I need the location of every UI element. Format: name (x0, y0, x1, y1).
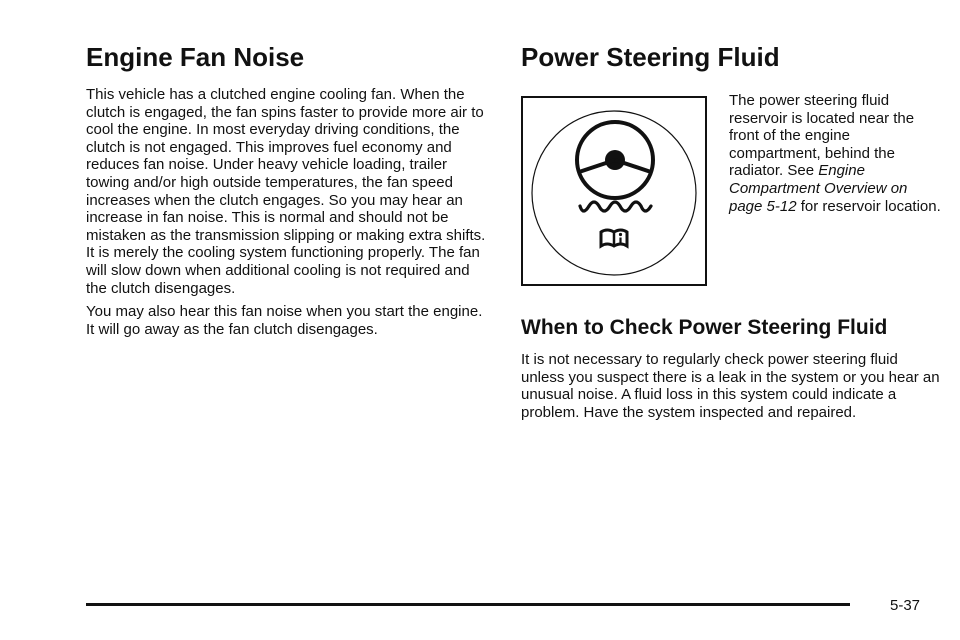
page-number: 5-37 (890, 597, 921, 614)
manual-book-icon (601, 230, 627, 246)
engine-fan-noise-paragraph-1: This vehicle has a clutched engine cooling fan. When the clutch is engaged, the fan spins faster to provide more air to cool the engine. In most everyday driving conditions, the clutch is not engaged. This improves fuel economy and reduces fan noise. Under heavy vehicle loading, trailer towing and/or high outside temperatures, the fan speed increases when the clutch engages. So you may hear an increase in fan noise. This is normal and should not be mistaken as the transmission slipping or making extra shifts. It is merely the cooling system functioning properly. The fan will slow down when additional cooling is not required and the clutch disengages. (86, 86, 486, 297)
when-to-check-paragraph: It is not necessary to regularly check power steering fluid unless you suspect there is a leak in the system or you hear an unusual noise. A fluid loss in this system could indicate a problem. Have the system inspected and repaired. (521, 351, 940, 421)
power-steering-fluid-icon (523, 98, 705, 284)
reservoir-location-tail: for reservoir location. (796, 197, 941, 215)
engine-fan-noise-paragraph-2: You may also hear this fan noise when you start the engine. It will go away as the fan clutch disengages. (86, 303, 483, 338)
power-steering-fluid-figure (521, 96, 707, 286)
engine-compartment-overview-link[interactable]: Engine Compartment Overview on page 5-12 (729, 162, 908, 215)
power-steering-fluid-heading: Power Steering Fluid (521, 42, 780, 72)
footer-rule (86, 603, 850, 606)
reservoir-intro-text: The power steering fluid reservoir is located near the front of the engine compartment, behind the radiator. See (729, 92, 915, 180)
engine-fan-noise-heading: Engine Fan Noise (86, 42, 305, 72)
when-to-check-heading: When to Check Power Steering Fluid (521, 316, 888, 339)
reservoir-location-paragraph (729, 92, 941, 215)
